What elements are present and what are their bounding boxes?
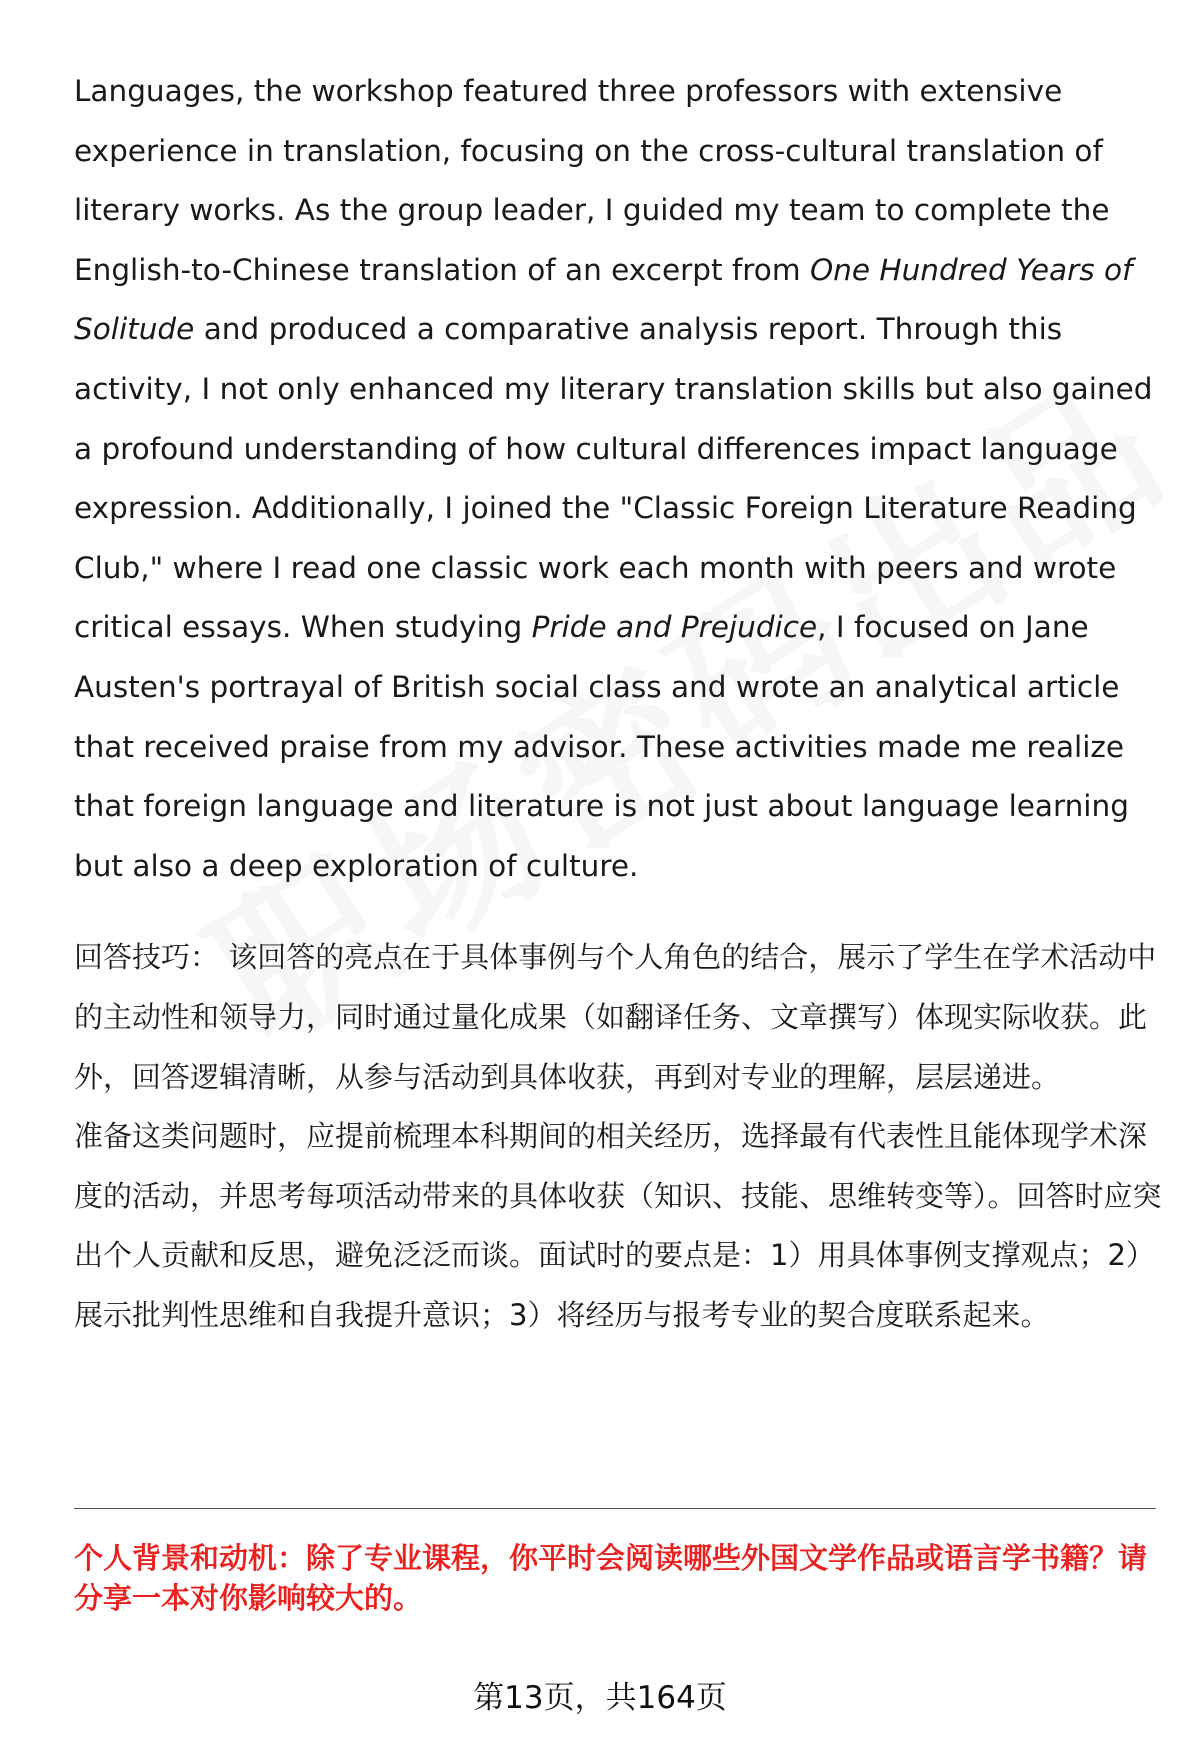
document-body bbox=[74, 62, 1162, 1345]
section-divider bbox=[74, 1508, 1156, 1509]
book-title-solitude: One Hundred Years of Solitude bbox=[74, 252, 1133, 347]
answer-paragraph bbox=[74, 62, 1162, 896]
answer-text-part-2: and produced a comparative analysis report. Through this activity, I not only enhanced my literary translation skills but also gained a profound understanding of how cultural differences impact language expression. Additionally, I joined the "Classic Foreign Literature Reading Club," where I read one classic work each month with peers and wrote critical essays. When studying bbox=[74, 312, 1153, 645]
answer-tips bbox=[74, 928, 1162, 1345]
next-question: 个人背景和动机：除了专业课程，你平时会阅读哪些外国文学作品或语言学书籍？请分享一本对你影响较大的。 bbox=[74, 1541, 1148, 1615]
book-title-pride: Pride and Prejudice bbox=[531, 610, 818, 645]
tips-paragraph-2: 准备这类问题时，应提前梳理本科期间的相关经历，选择最有代表性且能体现学术深度的活动，并思考每项活动带来的具体收获（知识、技能、思维转变等）。回答时应突出个人贡献和反思，避免泛泛而谈。面试时的要点是：1）用具体事例支撑观点；2）展示批判性思维和自我提升意识；3）将经历与报考专业的契合度联系起来。 bbox=[74, 1119, 1162, 1332]
answer-text-part-1: Languages, the workshop featured three professors with extensive experience in translation, focusing on the cross-cultural translation of literary works. As the group leader, I guided my team to complete the English-to-Chinese translation of an excerpt from bbox=[74, 74, 1110, 287]
answer-text-part-3: , I focused on Jane Austen's portrayal of British social class and wrote an analytical article that received praise from my advisor. These activities made me realize that foreign language and literature is not just about language learning but also a deep exploration of culture. bbox=[74, 610, 1129, 883]
tips-paragraph-1: 回答技巧： 该回答的亮点在于具体事例与个人角色的结合，展示了学生在学术活动中的主动性和领导力，同时通过量化成果（如翻译任务、文章撰写）体现实际收获。此外，回答逻辑清晰，从参与活动到具体收获，再到对专业的理解，层层递进。 bbox=[74, 940, 1157, 1094]
page-number: 第13页，共164页 bbox=[473, 1680, 727, 1716]
